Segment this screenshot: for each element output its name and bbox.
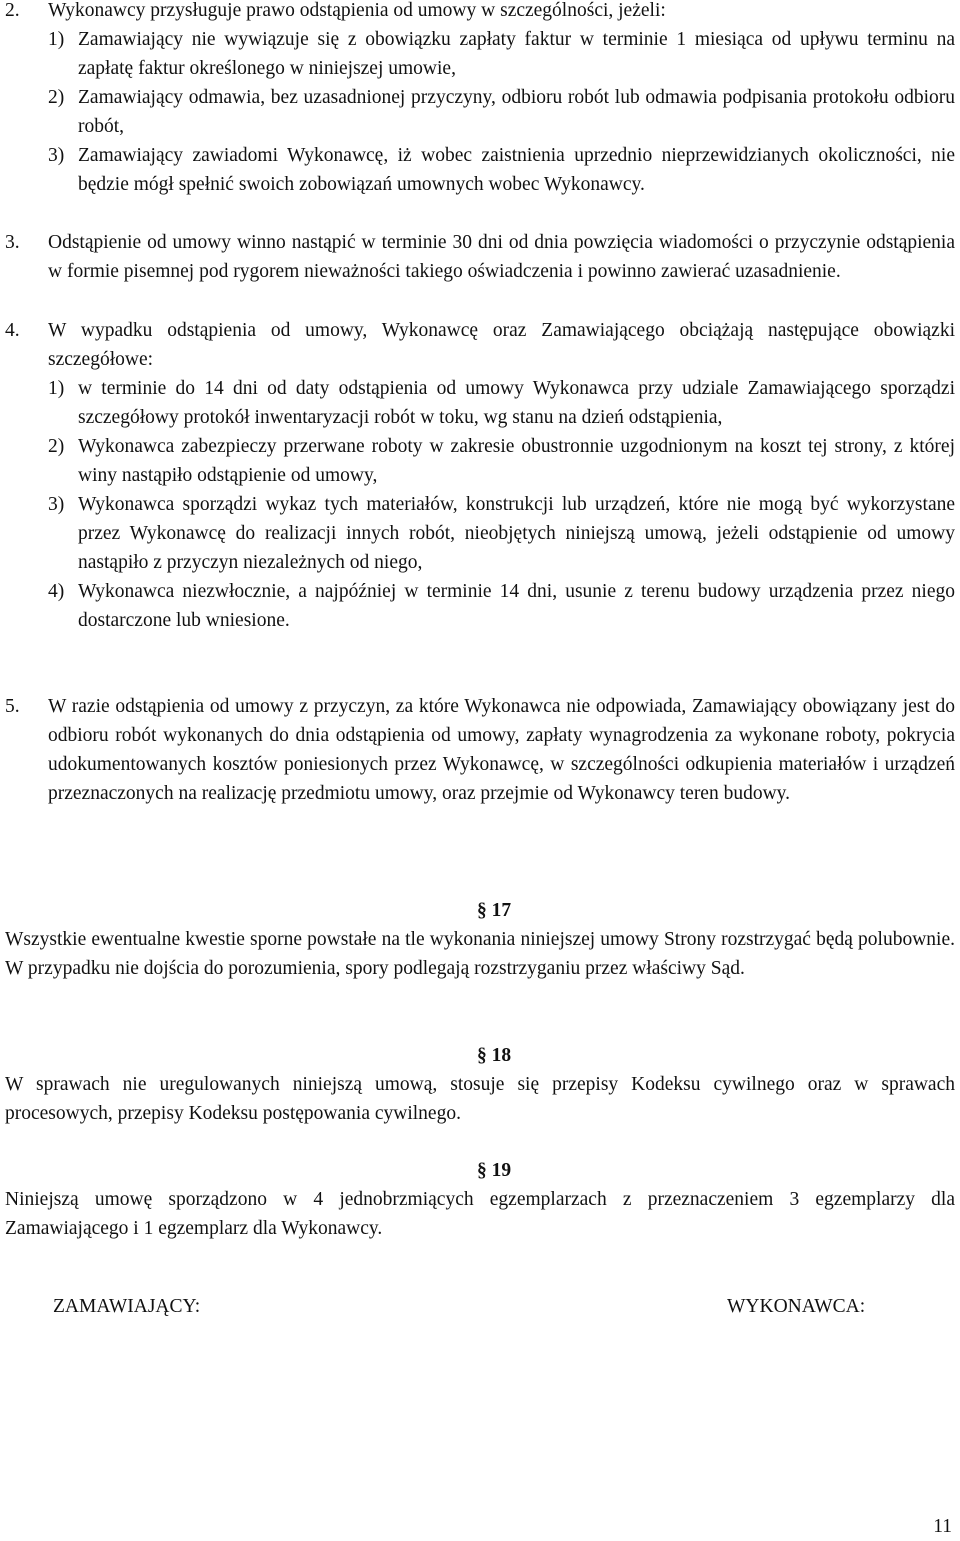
item-text: Odstąpienie od umowy winno nastąpić w terminie 30 dni od dnia powzięcia wiadomości o przyczynie odstąpienia w formie pisemnej pod rygorem nieważności takiego oświadczenia i powinno zawierać uzasadnienie. (48, 232, 955, 282)
sub-item-text: Zamawiający odmawia, bez uzasadnionej przyczyny, odbioru robót lub odmawia podpisania protokołu odbioru robót, (78, 87, 955, 137)
sub-item-number: 3) (48, 494, 65, 515)
sub-item (0, 25, 955, 83)
item-number: 5. (5, 696, 20, 717)
section-heading-text: § 19 (476, 1160, 512, 1181)
section-17-text: Wszystkie ewentualne kwestie sporne powstałe na tle wykonania niniejszej umowy Strony rozstrzygać będą polubownie. W przypadku nie dojścia do porozumienia, spory podlegają rozstrzyganiu przez właściwy Sąd. (5, 929, 955, 979)
sub-item (0, 141, 955, 199)
section-heading-17 (0, 896, 960, 925)
sub-item-text: Wykonawca niezwłocznie, a najpóźniej w terminie 14 dni, usunie z terenu budowy urządzenia przez niego dostarczone lub wniesione. (78, 581, 955, 631)
sub-item-number: 4) (48, 581, 65, 602)
sub-item-number: 2) (48, 87, 65, 108)
sub-item (0, 432, 955, 490)
sub-item-number: 3) (48, 145, 65, 166)
sub-item (0, 490, 955, 577)
sub-item (0, 83, 955, 141)
item-number: 3. (5, 232, 20, 253)
section-heading-19 (0, 1156, 960, 1185)
item-text: W wypadku odstąpienia od umowy, Wykonawcę oraz Zamawiającego obciążają następujące obowiązki szczegółowe: (48, 320, 955, 370)
signature-label-contractor: WYKONAWCA: (727, 1296, 866, 1317)
item-5 (0, 692, 955, 808)
sub-item-number: 1) (48, 29, 65, 50)
item-number: 2. (5, 0, 20, 21)
sub-item-text: Wykonawca sporządzi wykaz tych materiałów, konstrukcji lub urządzeń, które nie mogą być wykorzystane przez Wykonawcę do realizacji innych robót, nieobjętych niniejszą umową, jeżeli odstąpienie od umowy nastąpiło z przyczyn niezależnych od niego, (78, 494, 955, 573)
item-4 (0, 316, 955, 635)
section-18-text: W sprawach nie uregulowanych niniejszą umową, stosuje się przepisy Kodeksu cywilnego oraz w sprawach procesowych, przepisy Kodeksu postępowania cywilnego. (5, 1074, 955, 1124)
sub-item-text: Zamawiający zawiadomi Wykonawcę, iż wobec zaistnienia uprzednio nieprzewidzianych okoliczności, nie będzie mógł spełnić swoich zobowiązań umownych wobec Wykonawcy. (78, 145, 955, 195)
sub-item (0, 577, 955, 635)
item-2 (0, 0, 955, 199)
sub-item (0, 374, 955, 432)
sub-item-number: 2) (48, 436, 65, 457)
section-heading-text: § 18 (476, 1045, 512, 1066)
item-text: Wykonawcy przysługuje prawo odstąpienia od umowy w szczególności, jeżeli: (48, 0, 666, 21)
section-19-text: Niniejszą umowę sporządzono w 4 jednobrzmiących egzemplarzach z przeznaczeniem 3 egzemplarzy dla Zamawiającego i 1 egzemplarz dla Wykonawcy. (5, 1189, 955, 1239)
sub-item-text: w terminie do 14 dni od daty odstąpienia od umowy Wykonawca przy udziale Zamawiającego sporządzi szczegółowy protokół inwentaryzacji robót w toku, wg stanu na dzień odstąpienia, (78, 378, 955, 428)
page-number: 11 (933, 1516, 952, 1537)
sub-item-text: Wykonawca zabezpieczy przerwane roboty w zakresie obustronnie uzgodnionym na koszt tej strony, z której winy nastąpiło odstąpienie od umowy, (78, 436, 955, 486)
item-3 (0, 228, 955, 286)
item-text: W razie odstąpienia od umowy z przyczyn, za które Wykonawca nie odpowiada, Zamawiający obowiązany jest do odbioru robót wykonanych do dnia odstąpienia od umowy, zapłaty wynagrodzenia za wykonane roboty, pokrycia udokumentowanych kosztów poniesionych przez Wykonawcę, w szczególności odkupienia materiałów i urządzeń przeznaczonych na realizację przedmiotu umowy, oraz przejmie od Wykonawcy teren budowy. (48, 696, 955, 804)
sub-item-text: Zamawiający nie wywiązuje się z obowiązku zapłaty faktur w terminie 1 miesiąca od upływu terminu na zapłatę faktur określonego w niniejszej umowie, (78, 29, 955, 79)
item-number: 4. (5, 320, 20, 341)
signature-label-orderer: ZAMAWIAJĄCY: (53, 1296, 201, 1317)
section-heading-text: § 17 (476, 900, 512, 921)
sub-item-number: 1) (48, 378, 65, 399)
section-heading-18 (0, 1041, 960, 1070)
